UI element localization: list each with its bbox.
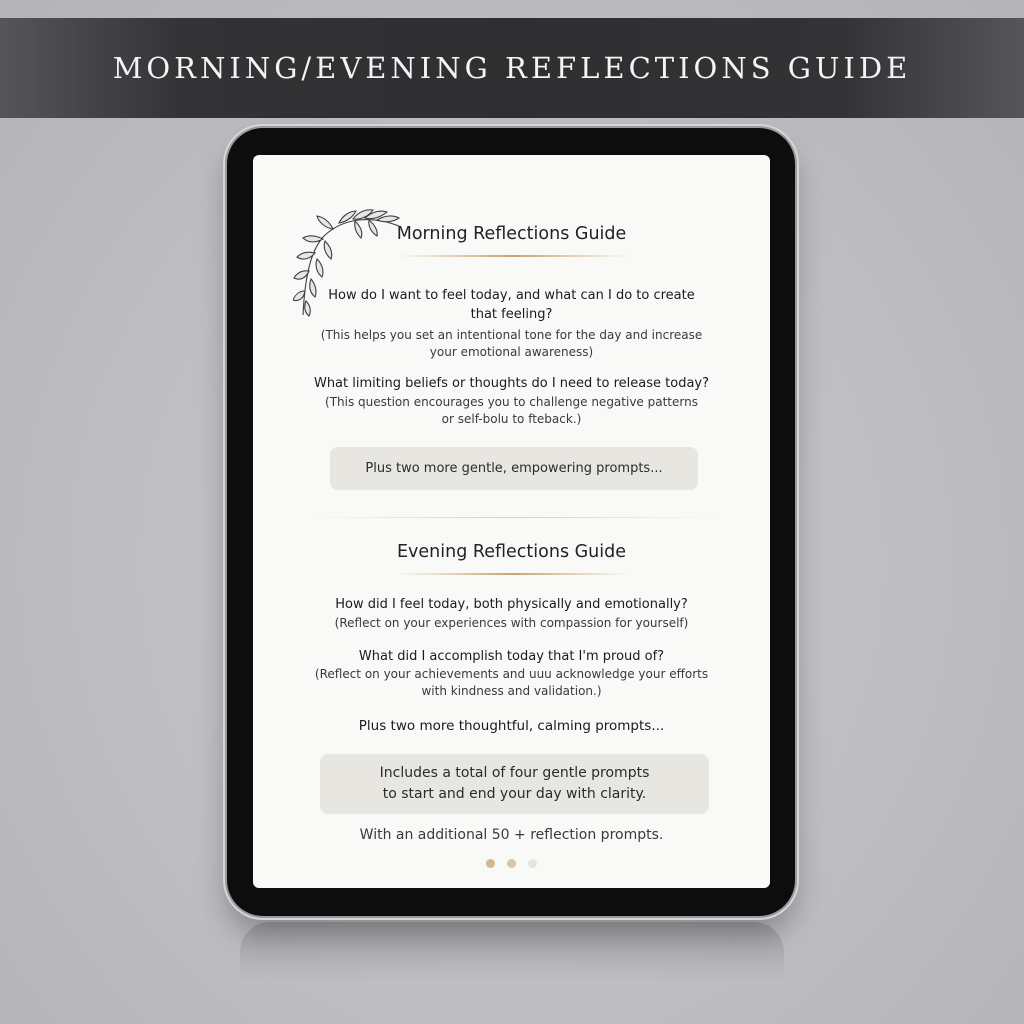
morning-prompt-1-note-line-1: (This helps you set an intentional tone for the day and increase [320,328,703,342]
page-dot-2[interactable] [507,859,516,868]
page-dot-3[interactable] [528,859,537,868]
title-banner [0,18,1024,118]
morning-prompt-2-note-line-1: (This question encourages you to challenge negative patterns [325,395,698,409]
page-dot-1[interactable] [486,859,495,868]
summary-line-2: to start and end your day with clarity. [382,786,647,802]
morning-prompt-1-question-line-1: How do I want to feel today, and what can I do to create [328,288,695,303]
evening-title-underline [398,573,628,575]
summary-line-1: Includes a total of four gentle prompts [379,765,650,781]
evening-prompt-2-note-line-1: (Reflect on your achievements and uuu acknowledge your efforts [314,667,709,681]
morning-more-prompts-text: Plus two more gentle, empowering prompts... [365,461,663,476]
summary-pill [320,754,709,814]
morning-prompt-1-question-line-2: that feeling? [470,307,553,322]
tablet-side-button [795,205,799,235]
tablet-screen [253,155,770,888]
pagination-dots [253,859,770,868]
evening-section-title: Evening Reflections Guide [396,542,627,562]
additional-prompts-footer: With an additional 50 + reflection prompts. [359,827,664,843]
section-divider [308,517,718,518]
evening-prompt-2-question: What did I accomplish today that I'm proud of? [358,649,665,664]
morning-title-underline [398,255,628,257]
evening-more-prompts-text: Plus two more thoughtful, calming prompts... [358,718,665,734]
evening-prompt-2-note-line-2: with kindness and validation.) [421,684,602,698]
evening-prompt-1-question: How did I feel today, both physically and emotionally? [335,597,688,612]
morning-more-prompts-pill [330,447,698,490]
morning-prompt-2-note-line-2: or self-bolu to fteback.) [441,412,582,426]
morning-prompt-1-note-line-2: your emotional awareness) [429,345,594,359]
morning-section-title: Morning Reflections Guide [396,224,627,244]
banner-title: MORNING/EVENING REFLECTIONS GUIDE [112,51,912,85]
morning-prompt-2-question: What limiting beliefs or thoughts do I need to release today? [313,376,710,391]
tablet-reflection [240,922,784,982]
evening-prompt-1-note: (Reflect on your experiences with compassion for yourself) [334,616,689,630]
